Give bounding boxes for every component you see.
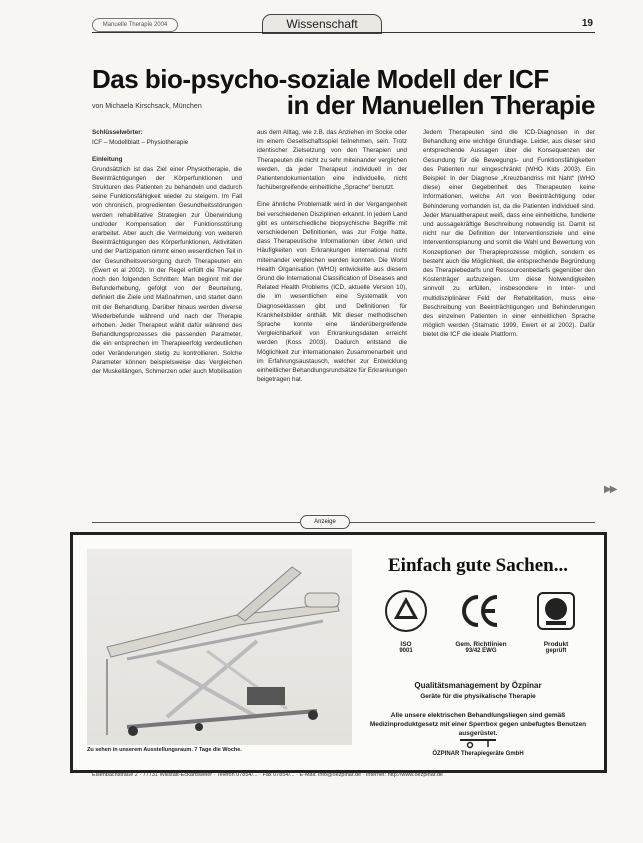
ad-company: ÖZPINAR Therapiegeräte GmbH <box>432 751 524 757</box>
advertisement <box>70 532 607 773</box>
text-column-3 <box>423 128 595 348</box>
text-column-2 <box>257 128 407 392</box>
body-paragraph: aus dem Alltag, wie z.B. das Anziehen im Socke oder im einem Gesellschaftsspiel teilnehmen, sein. Trotz identischer Zielsetzung von den Therapien und Therapeuten die nicht zu sehr miteinander verglichen werden, da jeder Therapeut individuell in der Patientendokumentation eine individuelle, nicht fachübergreifende einheitliche „Sprache“ benutzt. <box>257 129 407 192</box>
intro-heading: Einleitung <box>92 156 123 164</box>
ad-quality-subline: Geräte für die physikalische Therapie <box>420 693 536 700</box>
keywords-title: Schlüsselwörter: <box>92 129 143 136</box>
treatment-table-illustration <box>87 549 352 745</box>
body-paragraph: Grundsätzlich ist das Ziel einer Physiotherapie, die Beeinträchtigungen der Körperfunktionen und Strukturen des Patienten zu behandeln und dadurch seine Funktionsfähigkeit wieder zu steigern. Im Fall von chronisch, progredienten Gesundheitsstörungen werden rehabilitative Strategien zur Überwindung und/oder Kompensation der Funktionsstörung erarbeitet. Aber auch die Vermeidung von weiteren Beeinträchtigungen des Körperfunktionen, Aktivitäten und der Partizipation nimmt einen wesentlichen Teil in der Gesundheitsversorgung durch Therapeuten ein (Ewert et al 2002). In der Regel erfüllt die Therapie noch den folgenden Schritten: Man beginnt mit der Befunderhebung, gefolgt von der Beurteilung, definiert die Ziele und Maßnahmen, und startet dann mit der Behandlung. Darüber hinaus werden diverse Wiederbefunde während und nach der Therapie erhoben. Jeder Therapeut wählt dafür während des Behandlungsprozesses die passenden Parameter, die ein entsprechen im Therapieerfolg verdeutlichen oder Veränderungen stetig zu kontrollieren. Solche Parameter können beispielsweise das Vergleichen der Muskellängen, Schmerzen oder auch Mobilisation <box>92 165 242 376</box>
body-paragraph: Jedem Therapeuten sind die ICD-Diagnosen in der Behandlung eine wichtige Grundlage. Leider, aus dieser sind entsprechende Aussagen über die Konsequenzen der Gesundung für die Bewegungs- und Funktionsfähigkeiten des Patienten nur eingeschränkt (WHO Kids 2003). Ein Beispiel: In der Diagnose „Kreuzbandriss mit Naht“ (WHO diese) einer Gegebenheit des Therapeuten keine Informationen, welche Art von Beeinträchtigung oder Behinderung vorhanden ist, da die Patienten individuell sind. Jeder Manualtherapeut weiß, dass eine einheitliche, fundierte und aussagekräftige Beschreibung notwendig ist. Damit ist nicht nur die Definition der Interventionsziele und eine Interventionsplanung und somit die Wahl und Bewertung von Konzeptionen der Therapieprozesse möglich, sondern es besteht auch die Möglichkeit, die entsprechende Begründung des Therapiebedarfs und Ressourcenbedarfs gegenüber den Kostenträger aufzuzeigen. Um diese Notwendigkeiten sinnvoll zu erfüllen, insbesondere in Inter- und multidisziplinärer Feld der Rehabilitation, muss eine Beschreibung von Beeinträchtigungen und Behinderungen des einzelnen Patienten in einer einheitlichen Sprache möglich werden (Stamatic 1999, Ewert et al 2002). Dafür bietet die ICF die ideale Plattform. <box>423 129 595 339</box>
body-paragraph: Eine ähnliche Problematik wird in der Vergangenheit bei verschiedenen Disziplinen erkannt. In jedem Land gibt es unterschiedliche biopsychische Begriffe mit verschiedenen Definitionen, was zur Folge hatte, dass Therapeutische Informationen über Arten und Häufigkeiten von Erkrankungen international nicht miteinander vergleichen werden konnten. Die World Health Organisation (WHO) entwickelte aus diesem Grund die International Classification of Diseases and Related Health Problems (ICD, aktuelle Version 10), die im wesentlichen eine Systematik von Diagnoseklassen gibt und Definitionen für Krankheitsbilder enthält. Mit dieser methodischen Sprache konnte eine länderübergreifende Vergleichbarkeit von Erkrankungsdaten erreicht werden (Koss 2003). Dadurch entstand die Möglichkeit zur internationalen Zusammenarbeit und im Erfahrungsaustausch, welcher zur Entwicklung einheitlicher Behandlungsrundsätze für Erkrankungen beigetragen hat. <box>257 201 407 384</box>
ce-mark-icon <box>459 589 503 633</box>
treatment-table-photo <box>87 549 352 745</box>
iso-label: ISO <box>400 641 412 648</box>
ad-headline: Einfach gute Sachen... <box>388 555 568 576</box>
ad-description: Alle unsere elektrischen Behandlungsliegen sind gemäß Medizinproduktgesetz mit einer Sperrbox gegen unbefugtes Benutzen ausgerüstet. <box>369 712 587 737</box>
tuv-status: geprüft <box>545 648 567 654</box>
text-column-1 <box>92 128 242 384</box>
iso-logo <box>371 589 441 654</box>
header-divider <box>92 32 595 33</box>
tuv-logo <box>521 589 591 654</box>
iso-certification-icon <box>384 589 428 633</box>
ad-contact-line: Eisenbachstraße 2 · 77731 Willstätt-Eckartsweier · Telefon 07854/... · Fax 07854/... · E-Mail: info@oezpinar.de · Internet: http://www.oezpinar.de <box>92 772 443 778</box>
ad-quality-line: Qualitätsmanagement by Özpinar <box>414 681 542 690</box>
author-byline: von Michaela Kirschsack, München <box>92 103 202 110</box>
keywords: ICF – Modellblatt – Physiotherapie <box>92 139 189 147</box>
continue-arrows-icon: ▶▶ <box>604 484 616 495</box>
ad-label: Anzeige <box>300 515 350 529</box>
company-logo-icon <box>458 735 498 749</box>
journal-label: Manuelle Therapie 2004 <box>92 18 178 32</box>
iso-number: 9001 <box>399 648 413 654</box>
ad-slogan: Zu sehen in unserem Ausstellungsraum. 7 Tage die Woche. <box>87 747 242 753</box>
ce-directive: 93/42 EWG <box>465 648 497 654</box>
article-title-line1: Das bio-psycho-soziale Modell der ICF <box>92 64 549 94</box>
tuv-product-icon <box>534 589 578 633</box>
ce-label: Gem. Richtlinien <box>455 641 507 648</box>
tuv-label: Produkt <box>543 641 569 648</box>
section-tab: Wissenschaft <box>262 14 382 34</box>
certification-logos <box>371 589 591 671</box>
ce-logo <box>446 589 516 654</box>
page-number: 19 <box>581 18 593 29</box>
article-title-line2: in der Manuellen Therapie <box>286 90 595 120</box>
